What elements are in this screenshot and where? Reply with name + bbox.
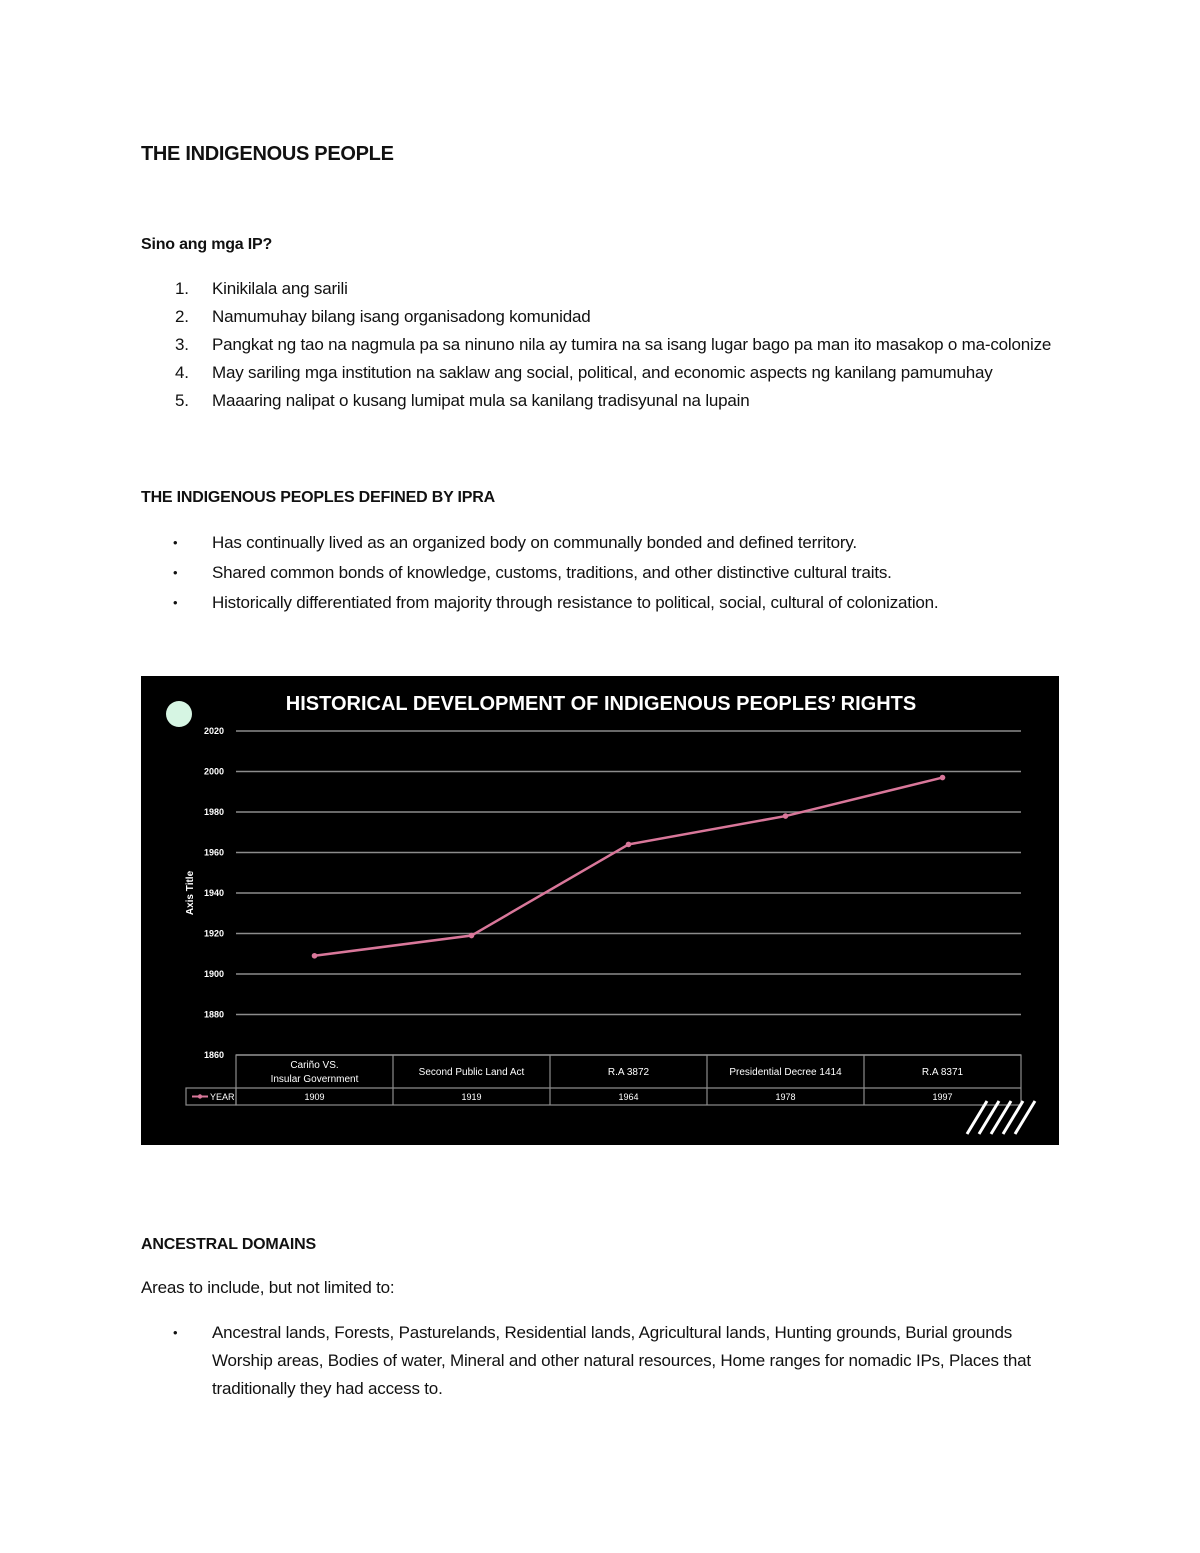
ancestral-domain-list: [141, 1319, 1061, 1403]
list-item-text: May sariling mga institution na saklaw ang social, political, and economic aspects ng kanilang pamumuhay: [212, 363, 993, 382]
data-point: [469, 933, 475, 939]
data-point: [783, 813, 789, 819]
y-tick-label: 1900: [203, 969, 224, 979]
list-number: 1.: [175, 279, 189, 298]
data-value-label: 1964: [618, 1092, 639, 1102]
y-tick-label: 1960: [203, 847, 224, 858]
list-item-text: Shared common bonds of knowledge, customs, traditions, and other distinctive cultural traits.: [212, 563, 892, 582]
list-number: 5.: [175, 391, 189, 410]
section-heading-sino: Sino ang mga IP?: [141, 236, 273, 253]
list-item: [141, 303, 1061, 331]
ip-criteria-list: [141, 275, 1061, 415]
data-value-label: 1978: [775, 1092, 796, 1102]
list-item: [141, 1319, 1061, 1403]
y-tick-label: 1880: [203, 1009, 224, 1020]
historical-development-chart: [141, 676, 1059, 1145]
list-item-text: Kinikilala ang sarili: [212, 279, 348, 298]
list-item-text: Has continually lived as an organized body on communally bonded and defined territory.: [212, 533, 857, 552]
section-heading-ancestral: ANCESTRAL DOMAINS: [141, 1236, 316, 1253]
legend-label: YEAR: [210, 1092, 235, 1102]
list-item-text: Namumuhay bilang isang organisadong komunidad: [212, 307, 591, 326]
category-label: Second Public Land Act: [418, 1067, 525, 1078]
y-tick-label: 2000: [203, 766, 224, 777]
list-item: [141, 529, 1061, 557]
page-title: THE INDIGENOUS PEOPLE: [141, 143, 394, 165]
decorative-circle-icon: [166, 701, 192, 727]
bullet-icon: •: [173, 565, 178, 580]
list-item: [141, 387, 1061, 415]
category-label: R.A 3872: [607, 1067, 650, 1078]
y-tick-label: 1920: [203, 928, 224, 939]
list-item-text: Ancestral lands, Forests, Pasturelands, Residential lands, Agricultural lands, Hunting grounds, Burial grounds Worship areas, Bodies of water, Mineral and other natural resources, Home ranges for nomadic IPs, Places that traditionally they had access to.: [212, 1323, 1031, 1398]
list-item: [141, 275, 1061, 303]
category-label: Presidential Decree 1414: [729, 1067, 842, 1078]
category-label: Cariño VS.: [290, 1060, 339, 1071]
y-tick-label: 1940: [203, 888, 224, 898]
category-label: R.A 8371: [921, 1067, 964, 1078]
data-point: [940, 775, 946, 781]
y-tick-label: 2020: [203, 726, 224, 736]
list-number: 4.: [175, 363, 189, 382]
data-value-label: 1909: [304, 1092, 325, 1102]
data-point: [626, 842, 632, 848]
ancestral-intro: Areas to include, but not limited to:: [141, 1278, 395, 1297]
bullet-icon: •: [173, 595, 178, 610]
list-item: [141, 359, 1061, 387]
section-heading-ipra: THE INDIGENOUS PEOPLES DEFINED BY IPRA: [141, 489, 495, 506]
y-tick-label: 1980: [203, 807, 224, 817]
list-item-text: Pangkat ng tao na nagmula pa sa ninuno nila ay tumira na sa isang lugar bago pa man ito masakop o ma-colonize: [212, 335, 1052, 354]
data-value-label: 1997: [932, 1092, 953, 1102]
ipra-definition-list: [141, 529, 1061, 619]
list-item-text: Maaaring nalipat o kusang lumipat mula sa kanilang tradisyunal na lupain: [212, 391, 750, 410]
category-label: Insular Government: [270, 1074, 359, 1085]
list-item: [141, 331, 1061, 359]
y-axis-label: Axis Title: [185, 870, 196, 916]
series-line-year: [315, 778, 943, 956]
decorative-stripes-icon: [967, 1101, 1035, 1134]
legend-marker-icon: [198, 1094, 202, 1098]
chart-svg: [141, 676, 1059, 1145]
y-tick-label: 1860: [203, 1050, 224, 1060]
list-item: [141, 559, 1061, 587]
data-point: [312, 953, 318, 959]
bullet-icon: •: [173, 535, 178, 550]
data-value-label: 1919: [461, 1092, 482, 1102]
list-number: 3.: [175, 335, 189, 354]
list-item: [141, 589, 1061, 617]
list-item-text: Historically differentiated from majority through resistance to political, social, cultural of colonization.: [212, 593, 939, 612]
bullet-icon: •: [173, 1325, 178, 1340]
list-number: 2.: [175, 307, 189, 326]
chart-title: HISTORICAL DEVELOPMENT OF INDIGENOUS PEOPLES’ RIGHTS: [285, 693, 917, 715]
